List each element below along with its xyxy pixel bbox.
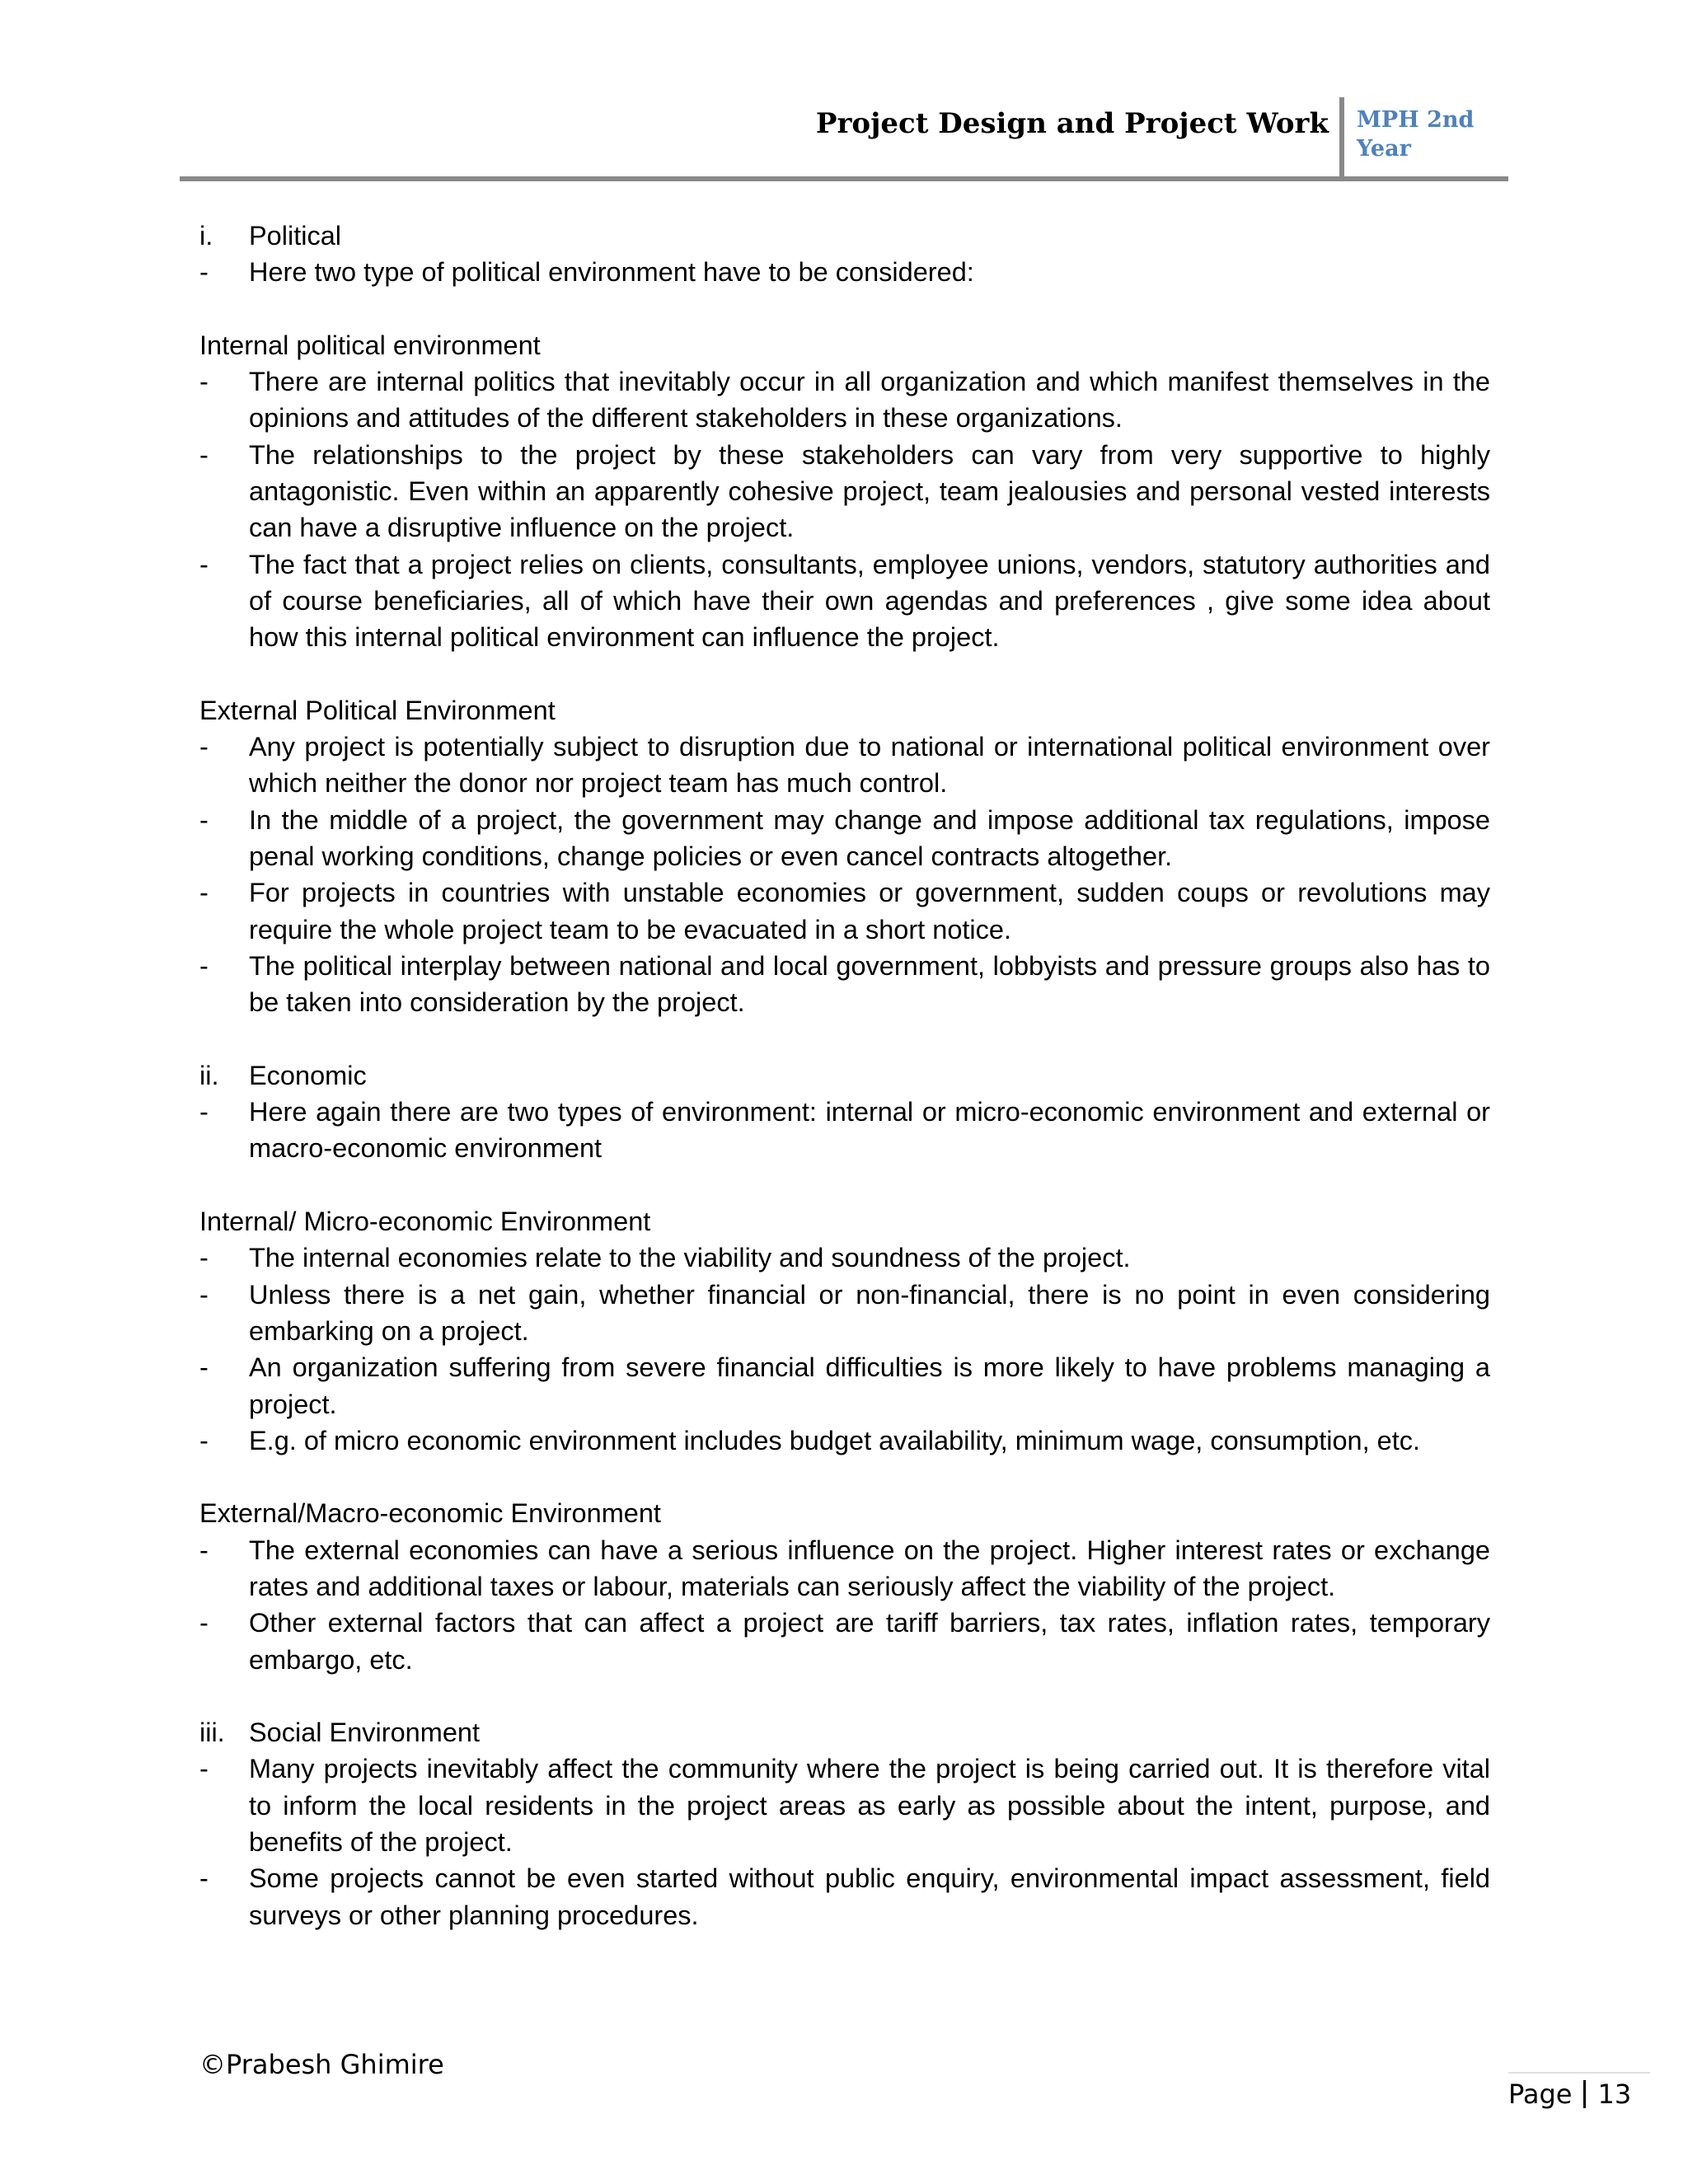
bullet-marker: -: [199, 1754, 209, 1784]
bullet-marker: -: [199, 439, 209, 470]
list-item: [199, 363, 1490, 437]
bullet-text: E.g. of micro economic environment includes budget availability, minimum wage, consumption, etc.: [249, 1425, 1421, 1455]
bullet-text: Here again there are two types of environment: internal or micro-economic environment and external or macro-economic environment: [249, 1097, 1490, 1164]
list-item: [199, 1422, 1490, 1459]
bullet-marker: -: [199, 1097, 209, 1127]
bullet-marker: -: [199, 1279, 209, 1310]
bullet-text: Here two type of political environment have to be considered:: [249, 257, 974, 288]
page-number: 13: [1597, 2079, 1632, 2110]
header-divider: [1339, 97, 1344, 180]
page-separator: [1583, 2080, 1586, 2108]
subheading-external-political: External Political Environment: [199, 695, 556, 725]
section-number: i.: [199, 221, 213, 251]
section-title: Social Environment: [249, 1718, 480, 1748]
bullet-marker: -: [199, 257, 209, 288]
course-label-line2: Year: [1357, 136, 1411, 162]
footer-rule: [1508, 2072, 1650, 2074]
section-number: iii.: [199, 1718, 225, 1748]
section-number: ii.: [199, 1060, 219, 1090]
document-title: Project Design and Project Work: [815, 107, 1329, 140]
list-item: [199, 1094, 1490, 1167]
bullet-marker: -: [199, 1243, 209, 1273]
bullet-text: Many projects inevitably affect the community where the project is being carried out. It is therefore vital to inform the local residents in the project areas as early as possible about the intent, purpose, and benefits of the project.: [249, 1754, 1490, 1858]
subheading-internal-political: Internal political environment: [199, 330, 541, 360]
list-item: [199, 874, 1490, 948]
bullet-marker: -: [199, 878, 209, 908]
list-item: [199, 437, 1490, 546]
list-item: [199, 1349, 1490, 1422]
list-item: [199, 729, 1490, 802]
bullet-marker: -: [199, 950, 209, 981]
bullet-text: The fact that a project relies on clients, consultants, employee unions, vendors, statutory authorities and of course beneficiaries, all of which have their own agendas and preferences , give some idea about how this internal political environment can influence the project.: [249, 549, 1490, 653]
subheading-internal-economic: Internal/ Micro-economic Environment: [199, 1207, 651, 1237]
section-heading-economic: [199, 1057, 1490, 1094]
bullet-marker: -: [199, 1535, 209, 1565]
bullet-text: The internal economies relate to the viability and soundness of the project.: [249, 1243, 1131, 1273]
list-item: [199, 948, 1490, 1021]
bullet-text: For projects in countries with unstable economies or government, sudden coups or revolutions may require the whole project team to be evacuated in a short notice.: [249, 878, 1490, 944]
list-item: [199, 802, 1490, 875]
list-item: [199, 1750, 1490, 1860]
bullet-marker: -: [199, 549, 209, 579]
section-title: Economic: [249, 1060, 367, 1090]
document-body: [199, 218, 1490, 1933]
section-heading-social: [199, 1714, 1490, 1750]
bullet-text: Any project is potentially subject to disruption due to national or international political environment over which neither the donor nor project team has much control.: [249, 732, 1490, 799]
bullet-marker: -: [199, 732, 209, 762]
bullet-text: In the middle of a project, the government may change and impose additional tax regulations, impose penal working conditions, change policies or even cancel contracts altogether.: [249, 804, 1490, 872]
header-rule: [180, 176, 1508, 181]
bullet-text: An organization suffering from severe financial difficulties is more likely to have problems managing a project.: [249, 1352, 1490, 1419]
footer-author: ©Prabesh Ghimire: [199, 2049, 444, 2080]
bullet-marker: -: [199, 1425, 209, 1455]
bullet-marker: -: [199, 1608, 209, 1638]
list-item: [199, 1532, 1490, 1605]
page-number-block: [1508, 2079, 1652, 2110]
bullet-text: The external economies can have a serious influence on the project. Higher interest rates or exchange rates and additional taxes or labour, materials can seriously affect the viability of the project.: [249, 1535, 1490, 1601]
bullet-marker: -: [199, 1863, 209, 1894]
page-header: [180, 97, 1508, 181]
bullet-text: There are internal politics that inevitably occur in all organization and which manifest themselves in the opinions and attitudes of the different stakeholders in these organizations.: [249, 367, 1490, 434]
list-item: [199, 254, 1490, 290]
bullet-text: Other external factors that can affect a project are tariff barriers, tax rates, inflation rates, temporary embargo, etc.: [249, 1608, 1490, 1675]
list-item: [199, 1605, 1490, 1678]
list-item: [199, 546, 1490, 656]
bullet-text: Unless there is a net gain, whether financial or non-financial, there is no point in even considering embarking on a project.: [249, 1279, 1490, 1346]
bullet-text: The political interplay between national and local government, lobbyists and pressure groups also has to be taken into consideration by the project.: [249, 950, 1490, 1018]
course-label: [1357, 105, 1480, 163]
course-label-line1: MPH 2nd: [1357, 107, 1475, 133]
section-heading-political: [199, 218, 1490, 254]
list-item: [199, 1277, 1490, 1350]
list-item: [199, 1860, 1490, 1933]
bullet-marker: -: [199, 1352, 209, 1383]
section-title: Political: [249, 221, 341, 251]
bullet-marker: -: [199, 804, 209, 835]
bullet-marker: -: [199, 367, 209, 397]
list-item: [199, 1240, 1490, 1276]
bullet-text: Some projects cannot be even started without public enquiry, environmental impact assessment, field surveys or other planning procedures.: [249, 1863, 1490, 1930]
bullet-text: The relationships to the project by these stakeholders can vary from very supportive to highly antagonistic. Even within an apparently cohesive project, team jealousies and personal vested interests can have a disruptive influence on the project.: [249, 439, 1490, 543]
page-label: Page: [1508, 2079, 1573, 2110]
subheading-external-economic: External/Macro-economic Environment: [199, 1498, 661, 1529]
